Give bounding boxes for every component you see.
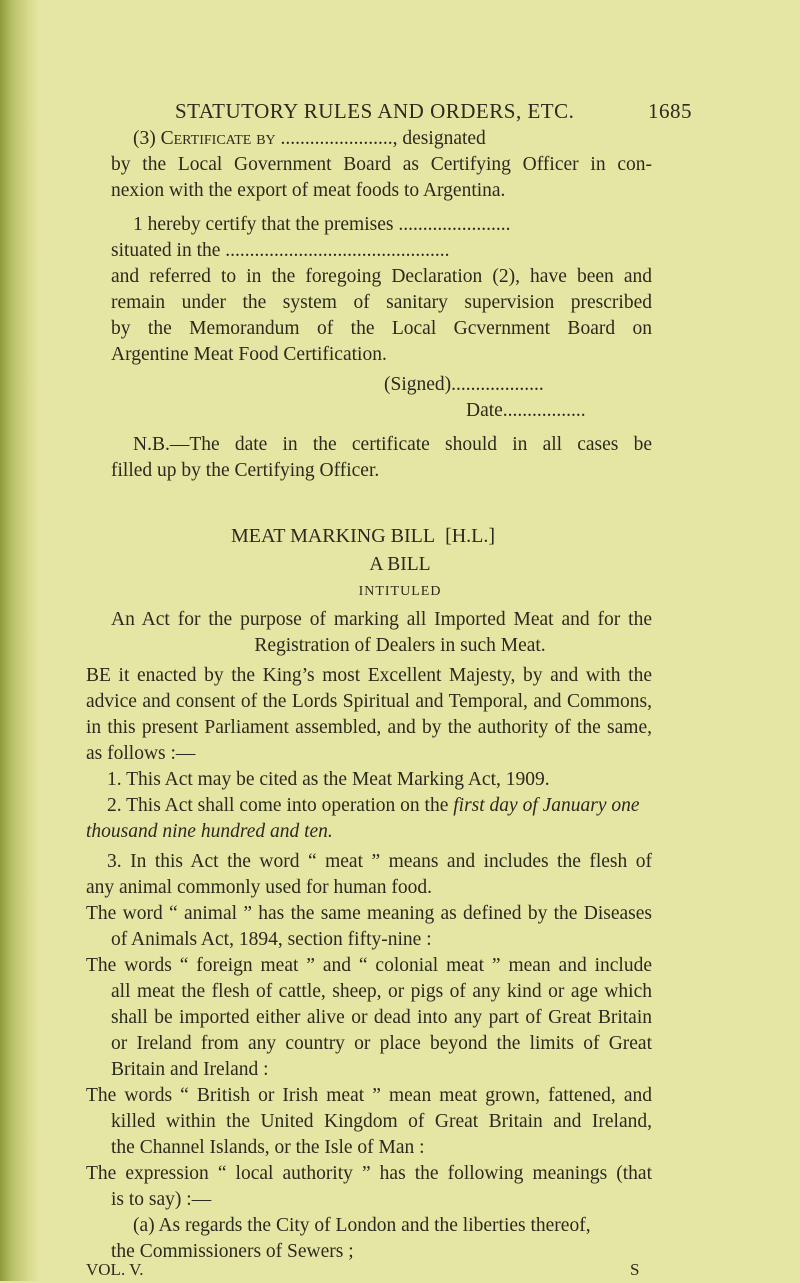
certificate-line: and referred to in the foregoing Declaration (2), have been and xyxy=(111,266,652,287)
section-3: any animal commonly used for human food. xyxy=(86,877,433,898)
nota-bene: N.B.—The date in the certificate should in all cases be xyxy=(133,434,652,455)
certificate-line: situated in the .............................................. xyxy=(111,240,450,261)
section-3-definition: killed within the United Kingdom of Great Britain and Ireland, xyxy=(111,1111,652,1132)
bill-title-text: MEAT MARKING BILL xyxy=(231,525,436,547)
certificate-line: Argentine Meat Food Certification. xyxy=(111,344,387,365)
section-3-definition: shall be imported either alive or dead into any part of Great Britain xyxy=(111,1007,652,1028)
section-3-definition: The word “ animal ” has the same meaning as defined by the Diseases xyxy=(86,903,652,924)
signature-mark: S xyxy=(630,1260,640,1279)
enacting-clause: BE it enacted by the King’s most Excellent Majesty, by and with the xyxy=(86,665,652,686)
certificate-line: nexion with the export of meat foods to Argentina. xyxy=(111,180,506,201)
certificate-line: by the Local Government Board as Certifying Officer in con- xyxy=(111,154,652,175)
section-3-subclause: (a) As regards the City of London and the liberties thereof, xyxy=(133,1215,591,1236)
bill-title xyxy=(231,523,495,549)
section-3: 3. In this Act the word “ meat ” means and includes the flesh of xyxy=(107,851,652,872)
section-3-definition: the Channel Islands, or the Isle of Man : xyxy=(111,1137,425,1158)
section-3-definition: Britain and Ireland : xyxy=(111,1059,269,1080)
section-1: 1. This Act may be cited as the Meat Marking Act, 1909. xyxy=(107,769,550,790)
nota-bene: filled up by the Certifying Officer. xyxy=(111,460,380,481)
section-3-definition: or Ireland from any country or place beyond the limits of Great xyxy=(111,1033,652,1054)
bill-subtitle: A BILL xyxy=(369,554,431,575)
page-number: 1685 xyxy=(648,99,692,123)
enacting-clause: in this present Parliament assembled, and by the authority of the same, xyxy=(86,717,652,738)
section-2-date: thousand nine hundred and ten. xyxy=(86,821,333,842)
volume-label: VOL. V. xyxy=(86,1260,144,1279)
section-3-definition: The words “ British or Irish meat ” mean meat grown, fattened, and xyxy=(86,1085,652,1106)
running-title: STATUTORY RULES AND ORDERS, ETC. xyxy=(175,99,575,123)
section-3-definition: The expression “ local authority ” has the following meanings (that xyxy=(86,1163,652,1184)
enacting-clause: as follows :— xyxy=(86,743,196,764)
bill-title-tag: [H.L.] xyxy=(445,525,496,547)
bill-long-title: Registration of Dealers in such Meat. xyxy=(254,635,546,656)
certificate-text: ......................., designated xyxy=(275,128,486,149)
certificate-line: remain under the system of sanitary supervision prescribed xyxy=(111,292,652,313)
enacting-clause: advice and consent of the Lords Spiritual and Temporal, and Commons, xyxy=(86,691,652,712)
certificate-line: by the Memorandum of the Local Gcvernment Board on xyxy=(111,318,652,339)
section-2-text: 2. This Act shall come into operation on the xyxy=(107,795,454,816)
bill-long-title: An Act for the purpose of marking all Imported Meat and for the xyxy=(111,609,652,630)
signed-line: (Signed)................... xyxy=(384,374,544,395)
section-2 xyxy=(107,793,640,819)
section-3-definition: all meat the flesh of cattle, sheep, or pigs of any kind or age which xyxy=(111,981,652,1002)
certificate-heading: (3) Certificate by xyxy=(133,128,276,149)
section-2 xyxy=(86,819,333,845)
section-3-subclause: the Commissioners of Sewers ; xyxy=(111,1241,354,1262)
section-3-definition: is to say) :— xyxy=(111,1189,212,1210)
bill-intituled: INTITULED xyxy=(358,584,442,599)
date-line: Date................. xyxy=(466,400,586,421)
certificate-line: 1 hereby certify that the premises ....................... xyxy=(133,214,511,235)
section-3-definition: of Animals Act, 1894, section fifty-nine : xyxy=(111,929,432,950)
section-2-date: first day of January one xyxy=(453,795,640,816)
certificate-line xyxy=(133,126,486,152)
section-3-definition: The words “ foreign meat ” and “ colonial meat ” mean and include xyxy=(86,955,652,976)
